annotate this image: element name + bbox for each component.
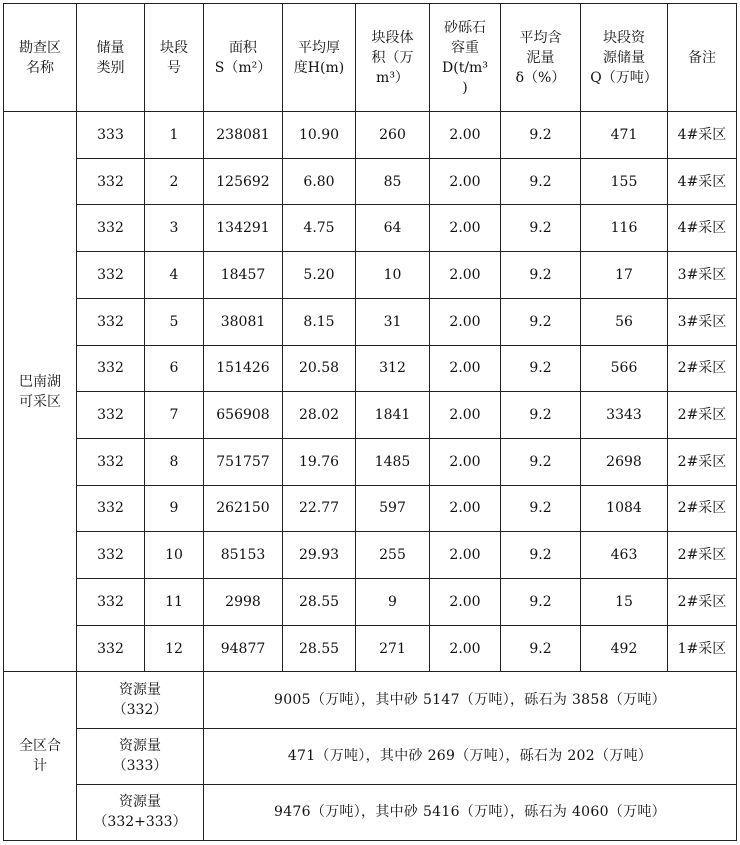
thickness-cell: 10.90 bbox=[283, 112, 356, 159]
reserve-cell: 471 bbox=[581, 112, 668, 159]
area-cell: 751757 bbox=[204, 438, 283, 485]
category-cell: 332 bbox=[77, 298, 145, 345]
thickness-cell: 28.55 bbox=[283, 625, 356, 672]
mud-cell: 9.2 bbox=[501, 392, 581, 439]
category-cell: 333 bbox=[77, 112, 145, 159]
remark-cell: 2#采区 bbox=[668, 438, 737, 485]
header-mud-content bbox=[501, 4, 581, 112]
thickness-cell: 20.58 bbox=[283, 345, 356, 392]
header-block-volume-line: 积（万 bbox=[371, 49, 414, 66]
reserve-cell: 2698 bbox=[581, 438, 668, 485]
area-cell: 262150 bbox=[204, 485, 283, 532]
summary-text-cell: 9476（万吨），其中砂 5416（万吨），砾石为 4060（万吨） bbox=[204, 784, 737, 840]
density-cell: 2.00 bbox=[430, 579, 501, 626]
mud-cell: 9.2 bbox=[501, 205, 581, 252]
volume-cell: 9 bbox=[356, 579, 430, 626]
mud-cell: 9.2 bbox=[501, 625, 581, 672]
remark-cell: 2#采区 bbox=[668, 532, 737, 579]
remark-cell: 3#采区 bbox=[668, 298, 737, 345]
volume-cell: 255 bbox=[356, 532, 430, 579]
table-row bbox=[4, 205, 737, 252]
density-cell: 2.00 bbox=[430, 345, 501, 392]
block-cell: 6 bbox=[145, 345, 204, 392]
category-cell: 332 bbox=[77, 579, 145, 626]
block-cell: 11 bbox=[145, 579, 204, 626]
table-row bbox=[4, 532, 737, 579]
table-body bbox=[4, 112, 737, 841]
area-name-cell bbox=[4, 112, 77, 672]
density-cell: 2.00 bbox=[430, 158, 501, 205]
table-row bbox=[4, 158, 737, 205]
header-bulk-density-line: ) bbox=[462, 79, 468, 96]
thickness-cell: 28.55 bbox=[283, 579, 356, 626]
header-block-volume bbox=[356, 4, 430, 112]
reserve-cell: 1084 bbox=[581, 485, 668, 532]
category-cell: 332 bbox=[77, 485, 145, 532]
mud-cell: 9.2 bbox=[501, 345, 581, 392]
header-mud-content-line: δ（%） bbox=[515, 69, 566, 86]
mud-cell: 9.2 bbox=[501, 252, 581, 299]
reserve-cell: 566 bbox=[581, 345, 668, 392]
summary-row bbox=[4, 728, 737, 784]
block-cell: 10 bbox=[145, 532, 204, 579]
volume-cell: 10 bbox=[356, 252, 430, 299]
table-row bbox=[4, 345, 737, 392]
summary-label-cell-line: （332） bbox=[112, 702, 168, 718]
reserve-cell: 3343 bbox=[581, 392, 668, 439]
density-cell: 2.00 bbox=[430, 205, 501, 252]
area-cell: 238081 bbox=[204, 112, 283, 159]
thickness-cell: 8.15 bbox=[283, 298, 356, 345]
header-category-line: 储量 bbox=[96, 39, 125, 56]
block-cell: 4 bbox=[145, 252, 204, 299]
summary-text-cell: 471（万吨），其中砂 269（万吨），砾石为 202（万吨） bbox=[204, 728, 737, 784]
mud-cell: 9.2 bbox=[501, 112, 581, 159]
header-mud-content-line: 泥量 bbox=[526, 49, 555, 66]
area-cell: 134291 bbox=[204, 205, 283, 252]
header-block-volume-line: m³） bbox=[376, 69, 409, 86]
total-label-cell-line: 全区合 bbox=[19, 738, 61, 755]
summary-label-cell bbox=[77, 784, 204, 840]
volume-cell: 1841 bbox=[356, 392, 430, 439]
header-block-no-line: 号 bbox=[167, 59, 181, 76]
area-cell: 94877 bbox=[204, 625, 283, 672]
block-cell: 12 bbox=[145, 625, 204, 672]
header-area-name-line: 名称 bbox=[26, 59, 54, 76]
mud-cell: 9.2 bbox=[501, 579, 581, 626]
summary-label-cell-line: 资源量 bbox=[119, 682, 161, 698]
block-cell: 2 bbox=[145, 158, 204, 205]
table-row bbox=[4, 252, 737, 299]
header-remarks-line: 备注 bbox=[688, 49, 716, 66]
density-cell: 2.00 bbox=[430, 532, 501, 579]
mud-cell: 9.2 bbox=[501, 158, 581, 205]
reserve-cell: 463 bbox=[581, 532, 668, 579]
category-cell: 332 bbox=[77, 205, 145, 252]
header-resource-reserve-line: 块段资 bbox=[603, 29, 645, 46]
thickness-cell: 5.20 bbox=[283, 252, 356, 299]
summary-label-cell-line: 资源量 bbox=[119, 738, 161, 755]
header-area bbox=[204, 4, 283, 112]
remark-cell: 1#采区 bbox=[668, 625, 737, 672]
thickness-cell: 6.80 bbox=[283, 158, 356, 205]
category-cell: 332 bbox=[77, 252, 145, 299]
header-block-no-line: 块段 bbox=[160, 39, 188, 56]
thickness-cell: 4.75 bbox=[283, 205, 356, 252]
density-cell: 2.00 bbox=[430, 485, 501, 532]
remark-cell: 2#采区 bbox=[668, 579, 737, 626]
mud-cell: 9.2 bbox=[501, 532, 581, 579]
reserves-table bbox=[3, 3, 737, 841]
density-cell: 2.00 bbox=[430, 112, 501, 159]
category-cell: 332 bbox=[77, 438, 145, 485]
area-cell: 38081 bbox=[204, 298, 283, 345]
header-area-name bbox=[4, 4, 77, 112]
header-resource-reserve bbox=[581, 4, 668, 112]
header-block-no bbox=[145, 4, 204, 112]
header-mud-content-line: 平均含 bbox=[519, 29, 562, 46]
reserve-cell: 155 bbox=[581, 158, 668, 205]
summary-label-cell-line: （333） bbox=[112, 758, 168, 775]
reserve-cell: 15 bbox=[581, 579, 668, 626]
block-cell: 8 bbox=[145, 438, 204, 485]
remark-cell: 4#采区 bbox=[668, 158, 737, 205]
summary-text-cell: 9005（万吨），其中砂 5147（万吨），砾石为 3858（万吨） bbox=[204, 672, 737, 728]
density-cell: 2.00 bbox=[430, 392, 501, 439]
remark-cell: 2#采区 bbox=[668, 392, 737, 439]
volume-cell: 85 bbox=[356, 158, 430, 205]
block-cell: 5 bbox=[145, 298, 204, 345]
density-cell: 2.00 bbox=[430, 625, 501, 672]
block-cell: 1 bbox=[145, 112, 204, 159]
header-category-line: 类别 bbox=[96, 59, 125, 76]
reserve-cell: 17 bbox=[581, 252, 668, 299]
block-cell: 7 bbox=[145, 392, 204, 439]
remark-cell: 4#采区 bbox=[668, 205, 737, 252]
volume-cell: 312 bbox=[356, 345, 430, 392]
remark-cell: 2#采区 bbox=[668, 485, 737, 532]
density-cell: 2.00 bbox=[430, 438, 501, 485]
volume-cell: 260 bbox=[356, 112, 430, 159]
remark-cell: 3#采区 bbox=[668, 252, 737, 299]
header-avg-thickness bbox=[283, 4, 356, 112]
header-bulk-density-line: 容重 bbox=[451, 39, 479, 56]
header-avg-thickness-line: 度H(m) bbox=[293, 59, 345, 76]
summary-label-cell-line: 资源量 bbox=[119, 794, 161, 811]
header-bulk-density bbox=[430, 4, 501, 112]
summary-label-cell-line: （332+333） bbox=[93, 814, 187, 831]
header-bulk-density-line: 砂砾石 bbox=[444, 19, 486, 36]
volume-cell: 31 bbox=[356, 298, 430, 345]
header-area-line: 面积 bbox=[229, 39, 257, 56]
area-cell: 125692 bbox=[204, 158, 283, 205]
density-cell: 2.00 bbox=[430, 298, 501, 345]
header-area-name-line: 勘查区 bbox=[19, 39, 61, 56]
table-row bbox=[4, 112, 737, 159]
volume-cell: 1485 bbox=[356, 438, 430, 485]
category-cell: 332 bbox=[77, 345, 145, 392]
summary-row bbox=[4, 784, 737, 840]
header-category bbox=[77, 4, 145, 112]
reserve-cell: 56 bbox=[581, 298, 668, 345]
summary-row bbox=[4, 672, 737, 728]
header-bulk-density-line: D(t/m³ bbox=[442, 59, 488, 76]
header-avg-thickness-line: 平均厚 bbox=[298, 39, 340, 56]
mud-cell: 9.2 bbox=[501, 438, 581, 485]
summary-label-cell bbox=[77, 728, 204, 784]
table-row bbox=[4, 438, 737, 485]
category-cell: 332 bbox=[77, 392, 145, 439]
total-label-cell bbox=[4, 672, 77, 841]
remark-cell: 4#采区 bbox=[668, 112, 737, 159]
thickness-cell: 29.93 bbox=[283, 532, 356, 579]
total-label-cell-line: 计 bbox=[33, 758, 47, 775]
mud-cell: 9.2 bbox=[501, 485, 581, 532]
summary-label-cell bbox=[77, 672, 204, 728]
area-cell: 85153 bbox=[204, 532, 283, 579]
reserve-cell: 492 bbox=[581, 625, 668, 672]
reserve-cell: 116 bbox=[581, 205, 668, 252]
area-cell: 18457 bbox=[204, 252, 283, 299]
volume-cell: 271 bbox=[356, 625, 430, 672]
area-name-cell-line: 巴南湖 bbox=[19, 373, 61, 390]
volume-cell: 597 bbox=[356, 485, 430, 532]
thickness-cell: 28.02 bbox=[283, 392, 356, 439]
table-row bbox=[4, 579, 737, 626]
thickness-cell: 22.77 bbox=[283, 485, 356, 532]
thickness-cell: 19.76 bbox=[283, 438, 356, 485]
category-cell: 332 bbox=[77, 158, 145, 205]
area-name-cell-line: 可采区 bbox=[19, 393, 61, 410]
table-row bbox=[4, 298, 737, 345]
block-cell: 9 bbox=[145, 485, 204, 532]
category-cell: 332 bbox=[77, 625, 145, 672]
category-cell: 332 bbox=[77, 532, 145, 579]
area-cell: 151426 bbox=[204, 345, 283, 392]
table-row bbox=[4, 392, 737, 439]
header-resource-reserve-line: Q（万吨） bbox=[590, 69, 658, 86]
density-cell: 2.00 bbox=[430, 252, 501, 299]
area-cell: 2998 bbox=[204, 579, 283, 626]
header-row bbox=[4, 4, 737, 112]
header-remarks bbox=[668, 4, 737, 112]
table-row bbox=[4, 625, 737, 672]
volume-cell: 64 bbox=[356, 205, 430, 252]
header-area-line: S（m²） bbox=[214, 59, 272, 76]
table-row bbox=[4, 485, 737, 532]
block-cell: 3 bbox=[145, 205, 204, 252]
area-cell: 656908 bbox=[204, 392, 283, 439]
header-block-volume-line: 块段体 bbox=[371, 29, 414, 46]
header-resource-reserve-line: 源储量 bbox=[603, 49, 645, 66]
mud-cell: 9.2 bbox=[501, 298, 581, 345]
remark-cell: 2#采区 bbox=[668, 345, 737, 392]
